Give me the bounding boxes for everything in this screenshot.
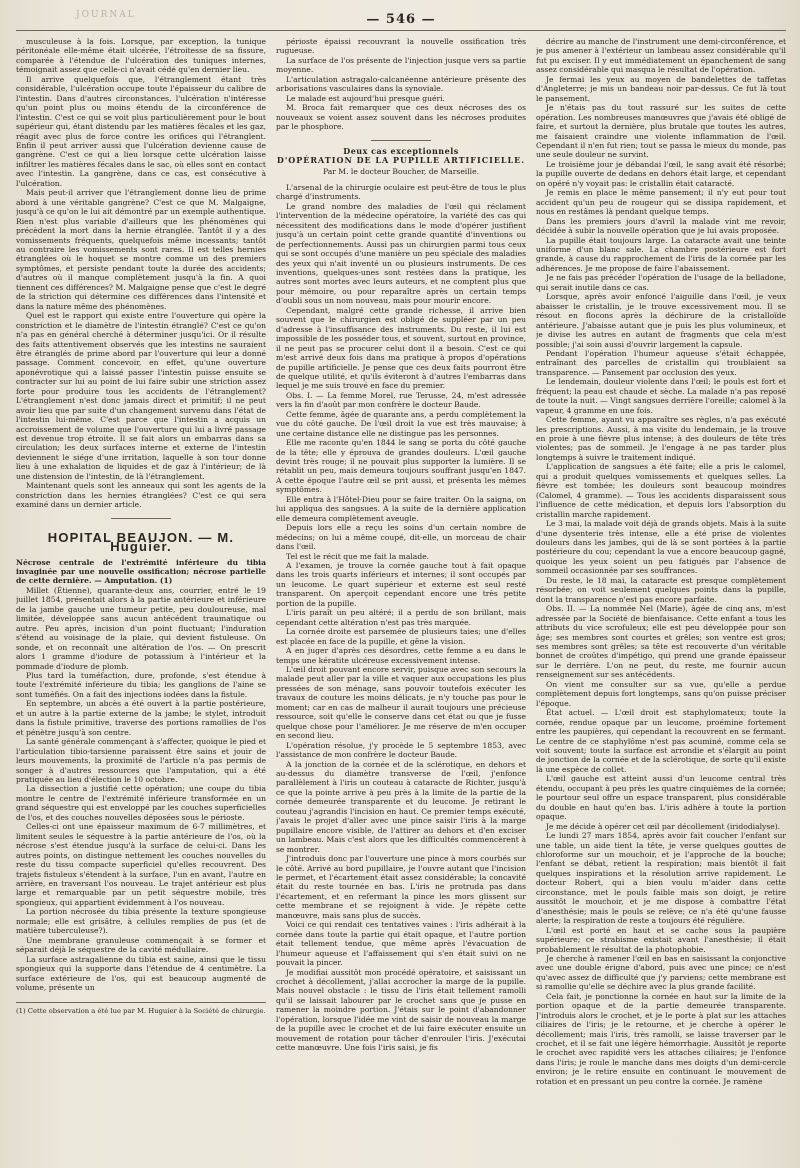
paragraph: Plus tard la tuméfaction, dure, profonde, s'est étendue à toute l'extrémité inférieure du tibia; les ganglions de l'aine se sont tuméfiés. On a fait des injections iodées dans la fistule. — [16, 671, 266, 699]
section-title: HOPITAL BEAUJON. — M. Huguier. — [47, 529, 235, 555]
paragraph: Cette femme, ayant vu apparaître ses règles, n'a pas exécuté les prescriptions. Aussi, à ma visite du lendemain, je la trouve en proie à une fièvre plus intense; à des douleurs de tête très violentes; pas de sommeil. Je l'engage à ne pas tarder plus longtemps à suivre le traitement indiqué. — [536, 415, 786, 462]
case-paragraphs — [16, 586, 266, 992]
masthead — [16, 8, 786, 31]
paragraph: Je cherche à ramener l'œil en bas en saisissant la conjonctive avec une double érigne d'abord, puis avec une pince; ce n'est qu'avec assez de difficulté que j'y parviens; cette membrane est si ramollie qu'elle se déchire avec la plus grande facilité. — [536, 953, 786, 992]
columns — [16, 37, 786, 1162]
paragraph: musculeuse à la fois. Lorsque, par exception, la tunique péritonéale elle-même était ulcérée, l'étroitesse de sa fissure, comparée à l'étendue de l'ulcération des tuniques internes, témoignait assez que celle-ci n'avait cédé qu'en dernier lieu. — [16, 37, 266, 75]
divider — [111, 518, 171, 519]
paragraph: L'articulation astragalo-calcanéenne antérieure présente des arborisations vasculaires dans la synoviale. — [276, 74, 526, 94]
paragraph: La cornée droite est parsemée de plusieurs taies; une d'elles est placée en face de la pupille, et gêne la vision. — [276, 627, 526, 646]
paragraph: Le troisième jour je débandai l'œil, le sang avait été résorbé; la pupille ouverte de dedans en dehors était large, et cependant on opéré n'y voyait pas: le cristallin était cataracté. — [536, 159, 786, 188]
column-2 — [276, 37, 526, 1162]
paragraph: Je ne fais pas précéder l'opération de l'usage de la belladone, qui serait inutile dans ce cas. — [536, 273, 786, 292]
paragraph: Je remis en place le même pansement; il n'y eut pour tout accident qu'un peu de rougeur qui se dissipa rapidement, et nous en restâmes là pendant quelque temps. — [536, 188, 786, 217]
paragraph: Tel est le récit que me fait la malade. — [286, 551, 430, 561]
paragraph: Le 3 mai, la malade voit déjà de grands objets. Mais à la suite d'une dysenterie très intense, elle a été prise de violentes douleurs dans les jambes, qui de là se sont portées à la partie postérieure du cou; cependant la vue a encore beaucoup gagné, quoique les yeux soient un peu fatigués par l'absence de sommeil occasionnée par ses souffrances. — [536, 519, 786, 576]
paragraph: Cela fait, je ponctionne la cornée en haut sur la limite de la portion opaque et de la partie demeurée transparente. J'introduis alors le crochet, et je le porte à plat sur les attaches ciliaires de l'iris; je le retourne, et je cherche à opérer le décollement; mais l'iris, très ramolli, se laisse traverser par le crochet, et il se fait une légère hémorrhagie. Aussitôt je reporte le crochet avec rapidité vers les attaches ciliaires; je l'enfonce dans l'iris; je roule le manche dans mes doigts d'un demi-cercle environ; je le retire ensuite en continuant le mouvement de rotation et en pressant un peu contre la cornée. Je ramène — [536, 991, 786, 1086]
paragraph: périoste épaissi recouvrant la nouvelle ossification très rugueuse. — [276, 37, 526, 56]
column-2-paragraphs — [276, 183, 526, 1053]
paragraph: L'opération résolue, j'y procède le 5 septembre 1853, avec l'assistance de mon confrère le docteur Baude. — [276, 740, 526, 760]
paragraph: Le grand nombre des maladies de l'œil qui réclament l'intervention de la médecine opératoire, la variété des cas qui nécessitent des modifications dans le mode d'opérer justifient jusqu'à un certain point cette grande quantité d'inventions ou de perfectionnements. Aussi pas un chirurgien parmi tous ceux qui se sont occupés d'une manière un peu spéciale des maladies des yeux qui n'ait inventé un ou plusieurs instruments. De ces inventions, quelques-unes sont restées dans la pratique, les autres sont mortes avec leurs auteurs, et ne comptent plus que pour mémoire, ou pour reparaître après un certain temps d'oubli sous un nom nouveau, mais pour mourir encore. — [276, 201, 526, 306]
paragraph: Celles-ci ont une épaisseur maximum de 6-7 millimètres, et limitent seules le séquestre à la partie antérieure de l'os, où la nécrose s'est étendue jusqu'à la surface de celui-ci. Dans les autres points, on distingue nettement les couches nouvelles du reste du tissu compacte superficiel qu'elles recouvrent. Des trajets fistuleux s'étendent à la surface, l'un en avant, l'autre en arrière, en traversant l'os nouveau. Le trajet antérieur est plus large et remarquable par un petit séquestre mobile, très spongieux, qui appartient évidemment à l'os nouveau. — [16, 822, 266, 907]
column-1 — [16, 37, 266, 1162]
divider — [371, 140, 431, 141]
case-title: Nécrose centrale de l'extrémité inférieure du tibia invaginée par une nouvelle ossification; nécrose partielle de cette dernière. — Amputation. (1) — [16, 557, 266, 586]
column-2-top-paragraphs — [276, 37, 526, 132]
paragraph: L'arsenal de la chirurgie oculaire est peut-être de tous le plus chargé d'instruments. — [276, 182, 526, 202]
paragraph: Je me décide à opérer cet œil par décollement (iridodialyse). — [546, 821, 781, 831]
paragraph: On vient me consulter sur sa vue, qu'elle a perdue complètement depuis fort longtemps, sans qu'on puisse préciser l'époque. — [536, 679, 786, 708]
paragraph: L'œil droit pouvant encore servir, puisque avec son secours la malade peut aller par la ville et vaquer aux occupations les plus pressées de son ménage, sans pouvoir toutefois exécuter les travaux de couture les moins délicats, je n'y touche pas pour le moment; car en cas de malheur il aurait toujours une précieuse ressource, soit qu'elle le conserve dans cet état ou que je fusse quelque chose pour l'améliorer. Je me réserve de m'en occuper en second lieu. — [276, 665, 526, 741]
paragraph: Obs. II. — La nommée Nel (Marie), âgée de cinq ans, m'est adressée par la Société de bienfaisance. Cette enfant a tous les attributs du vice scrofuleux; elle est peu développée pour son âge; ses membres sont courtes et grêles; son ventre est gros; ses membres sont grêles; sa tête est recouverte d'un véritable bonnet de croûtes d'impétigo, qui prend une grande épaisseur sur le derrière. L'on ne peut, du reste, me fournir aucun renseignement sur ses antécédents. — [536, 604, 786, 680]
paragraph: La pupille était toujours large. La cataracte avait une teinte uniforme d'un blanc sale. La chambre postérieure est fort grande, à cause du rapprochement de l'iris de la cornée par les adhérences. Je me propose de faire l'abaissement. — [536, 235, 786, 273]
paragraph: Le lundi 27 mars 1854, après avoir fait coucher l'enfant sur une table, un aide tient la tête, je verse quelques gouttes de chloroforme sur un mouchoir, et je l'approche de la bouche; l'enfant se débat, retient la respiration; mais bientôt il fait quelques inspirations et la résolution arrive rapidement. Le docteur Robert, qui a bien voulu m'aider dans cette circonstance, met le pouls faible mais son doigt, je retire aussitôt le mouchoir, et je me dispose à combattre l'état d'anesthésie; mais le pouls se relève; ce n'a été qu'une fausse alerte; la respiration de reste a toujours été régulière. — [536, 831, 786, 926]
paragraph: Cette femme, âgée de quarante ans, a perdu complètement la vue du côté gauche. De l'œil droit la vue est très mauvaise; à une certaine distance elle ne distingue pas les personnes. — [276, 409, 526, 438]
paragraph: Une membrane granuleuse commençait à se former et séparait déjà le séquestre de la cavité médullaire. — [16, 935, 266, 955]
paragraph: L'œil est porté en haut et se cache sous la paupière supérieure; ce strabisme existait avant l'anesthésie; il était probablement le résultat de la photophobie. — [536, 925, 786, 954]
paragraph: A la jonction de la cornée et de la sclérotique, en dehors et au-dessus du diamètre transverse de l'œil, j'enfonce parallèlement à l'iris un couteau à cataracte de Richter, jusqu'à ce que la pointe arrive à peu près à la limite de la partie de la cornée demeurée transparente et du leucome. Je retirant le couteau j'agrandis l'incision en haut. Ce premier temps exécuté, j'avais le projet d'aller avec une pince saisir l'iris à la marge pupillaire encore visible, de l'attirer au dehors et d'en exciser un lambeau. Mais c'est alors que les difficultés commencèrent à se montrer. — [276, 759, 526, 854]
paragraph: La dissection a justifié cette opération; une coupe du tibia montre le centre de l'extrémité inférieure transformée en un grand séquestre qui est enveloppé par les couches superficielles de l'os, et des couches nouvelles déposées sous le périoste. — [16, 784, 266, 822]
article-title-line-2: D'OPÉRATION DE LA PUPILLE ARTIFICIELLE. — [276, 154, 526, 165]
article-title-line-1: Deux cas exceptionnels — [343, 145, 459, 156]
paragraph: M. Broca fait remarquer que ces deux nécroses des os nouveaux se voient assez souvent dans les nécroses produites par le phosphore. — [276, 103, 526, 132]
paragraph: Mais peut-il arriver que l'étranglement donne lieu de prime abord à une véritable gangrène? C'est ce que M. Malgaigne, jusqu'à ce qu'on le lui ait démontré par un exemple authentique. Rien n'est plus variable d'ailleurs que les phénomènes qui précèdent la mort dans la hernie étranglée. Tantôt il y a des vomissements fréquents, quelquefois même incessants; tantôt au contraire les vomissements sont rares. Il est telles hernies étranglées où le hoquet se montre comme un des premiers symptômes, et persiste pendant toute la durée des accidents; d'autres où il manque complètement jusqu'à la fin. A quoi tiennent ces différences? M. Malgaigne pense que c'est le degré de la striction qui détermine ces différences dans l'intensité et dans la nature même des phénomènes. — [16, 188, 266, 311]
paragraph: Quel est le rapport qui existe entre l'ouverture qui opère la constriction et le diamètre de l'intestin étranglé? C'est ce qu'on n'a pas en général cherché à déterminer jusqu'ici. Or il résulte des faits attentivement observés que les intestins ne sauraient être étranglés de prime abord par l'ouverture qui leur a donné passage. Comment concevoir, en effet, qu'une ouverture aponévrotique qui a laissé passer l'intestin puisse ensuite se contracter sur lui au point de lui faire subir une striction assez forte pour produire tous les accidents de l'étranglement? L'étranglement n'est donc jamais direct et primitif; il ne peut avoir lieu que par suite d'un changement survenu dans l'état de l'intestin lui-même. C'est parce que l'intestin a acquis un accroissement de volume que l'ouverture qui lui a livré passage est devenue trop étroite. Il se fait alors un embarras dans sa circulation; les deux surfaces interne et externe de l'intestin deviennent le siége d'une irritation, laquelle à son tour donne lieu à une exhalation de liquides et de gaz à l'intérieur; de là une distension de l'intestin, de là l'étranglement. — [16, 311, 266, 481]
paragraph: Il arrive quelquefois que, l'étranglement étant très considérable, l'ulcération occupe toute l'épaisseur du calibre de l'intestin. Dans d'autres circonstances, l'ulcération n'intéresse qu'un point plus ou moins étendu de la circonférence de l'intestin. C'est ce qui se voit plus particulièrement pour le bout supérieur qui, étant distendu par les matières fécales et les gaz, réagit avec plus de force contre les orifices qui l'étranglent. Enfin il peut arriver aussi que l'ulcération devienne cause de gangrène. C'est ce qui a lieu lorsque cette ulcération laisse infiltrer les matières fécales dans le sac, où elles sont en contact avec l'intestin. La gangrène, dans ce cas, est consécutive à l'ulcération. — [16, 74, 266, 188]
paragraph: En septembre, un abcès a été ouvert à la partie postérieure, et un autre à la partie externe de la jambe; le stylet, introduit dans la fistule primitive, traverse des portions ramollies de l'os et pénètre jusqu'à son centre. — [16, 699, 266, 737]
paragraph: J'introduis donc par l'ouverture une pince à mors courbés sur le côté. Arrivé au bord pupillaire, je l'ouvre autant que l'incision le permet, et l'écartement était assez considérable; la concavité était du reste tournée en bas. L'iris ne protruda pas dans l'écartement, et en refermant la pince les mors glissent sur cette membrane et se rejoignent à vide. Je répète cette manœuvre, mais sans plus de succès. — [276, 854, 526, 920]
footnote: (1) Cette observation a été lue par M. Huguier à la Société de chirurgie. — [16, 1007, 266, 1016]
paragraph: Maintenant quels sont les anneaux qui sont les agents de la constriction dans les hernies étranglées? C'est ce qui sera examiné dans un dernier article. — [16, 481, 266, 510]
paragraph: Millet (Étienne), quarante-deux ans, courrier, entré le 19 juillet 1854, présentait alors à la partie antérieure et inférieure de la jambe gauche une tumeur petite, peu douloureuse, mal limitée, développée sans aucun antécédent traumatique ou autre. Peu après, incision d'un point fluctuant; l'induration s'étend au voisinage de la plaie, qui devient fistuleuse. On sonde, et on reconnaît une altération de l'os. — On prescrit alors 1 gramme d'iodure de potassium à l'intérieur et la pommade d'iodure de plomb. — [16, 585, 266, 671]
paragraph: A l'examen, je trouve la cornée gauche tout à fait opaque dans les trois quarts inférieurs et internes; il sont occupés par un leucome. Le quart supérieur et externe est seul resté transparent. On aperçoit cependant encore une très petite portion de la pupille. — [276, 561, 526, 608]
footnote-rule — [16, 1002, 266, 1003]
paragraph: L'application de sangsues a été faite; elle a pris le calomel, qui a produit quelques vomissements et quelques selles. La fièvre est tombée; les douleurs sont beaucoup moindres (Calomel, 4 gramme). — Tous les accidents disparaissent sous l'influence de cette médication, et depuis lors l'absorption du cristallin marche rapidement. — [536, 462, 786, 519]
paragraph: Depuis lors elle a reçu les soins d'un certain nombre de médecins; on lui a même coupé, dit-elle, un morceau de chair dans l'œil. — [276, 523, 526, 552]
paragraph: Pendant l'opération l'humeur aqueuse s'était échappée, entraînant des parcelles de cristallin qui troublaient sa transparence. — Pansement par occlusion des yeux. — [536, 348, 786, 377]
paragraph: L'iris paraît un peu altéré; il a perdu de son brillant, mais cependant cette altération n'est pas très marquée. — [276, 608, 526, 627]
paragraph: Elle entra à l'Hôtel-Dieu pour se faire traiter. On la saigna, on lui appliqua des sangsues. A la suite de la dernière application elle demeura complètement aveugle. — [276, 494, 526, 523]
paragraph: Voici ce qui rendait ces tentatives vaines : l'iris adhérait à la cornée dans toute la partie qui était opaque, et l'autre portion était tellement tendue, que même après l'évacuation de l'humeur aqueuse et l'affaissement qui s'en était suivi on ne pouvait la pincer. — [276, 920, 526, 968]
column-3-paragraphs — [536, 37, 786, 1086]
column-3 — [536, 37, 786, 1162]
paragraph: La santé générale commençant à s'affecter, quoique le pied et l'articulation tibio-tarsienne paraissent être sains et jouir de leurs mouvements, la proximité de l'article n'a pas permis de songer à d'autres ressources que l'amputation, qui a été pratiquée au lieu d'élection le 10 octobre. — [16, 737, 266, 784]
paragraph: Le malade est aujourd'hui presque guéri. — [286, 93, 445, 103]
paragraph: Dans les premiers jours d'avril la malade vint me revoir, décidée à subir la nouvelle opération que je lui avais proposée. — [536, 216, 786, 236]
paragraph: État actuel. — L'œil droit est staphylomateux; toute la cornée, rendue opaque par un leucome, proémine fortement entre les paupières, qui cependant la recouvrent en se fermant. Le centre de ce staphylôme n'est pas acuminé, comme cela se voit souvent; toute la surface est arrondie et s'élargit au point de jonction de la cornée et de la sclérotique, de sorte qu'il existe là une espèce de collet. — [536, 708, 786, 774]
paragraph: Lorsque, après avoir enfoncé l'aiguille dans l'œil, je veux abaisser le cristallin, je le trouve excessivement mou. Il se résout en flocons après la déchirure de la cristalloïde antérieure. J'abaisse autant que je puis les plus volumineux, et je divise les autres en autant de fragments que cela m'est possible; j'ai soin aussi d'ouvrir largement la capsule. — [536, 292, 786, 349]
article-title-block — [276, 147, 526, 177]
paragraph: La portion nécrosée du tibia présente la texture spongieuse normale; elle est grisâtre, à cellules remplies de pus (et de matière tuberculeuse?). — [16, 907, 266, 936]
column-1-paragraphs — [16, 37, 266, 510]
article-author: Par M. le docteur Boucher, de Marseille. — [322, 167, 480, 177]
paragraph: Je modifiai aussitôt mon procédé opératoire, et saisissant un crochet à décollement, j'allai accrocher la marge de la pupille. Mais nouvel obstacle : le tissu de l'iris était tellement ramolli qu'il se laissait labourer par le crochet sans que je pusse en ramener la moindre portion. J'étais sur le point d'abandonner l'opération, lorsque l'idée me vint de saisir de nouveau la marge de la pupille avec le crochet et de lui faire exécuter ensuite un mouvement de rotation pour tâcher d'enrouler l'iris. J'exécutai cette manœuvre. Une fois l'iris saisi, je fis — [276, 967, 526, 1053]
bleed-through-text: JOURNAL — [76, 10, 136, 20]
paragraph: Du reste, le 18 mai, la cataracte est presque complètement résorbée; on voit seulement quelques points dans la pupille, dont la transparence n'est pas encore parfaite. — [536, 575, 786, 604]
paragraph: Je fermai les yeux au moyen de bandelettes de taffetas d'Angleterre; je mis un bandeau noir par-dessus. Ce fut là tout le pansement. — [536, 74, 786, 103]
paragraph: Obs. I. — La femme Morel, rue Terusse, 24, m'est adressée vers la fin d'août par mon confrère le docteur Baude. — [276, 390, 526, 410]
paragraph: A en juger d'après ces désordres, cette femme a eu dans le temps une kératite ulcéreuse excessivement intense. — [276, 646, 526, 665]
paragraph: Elle me raconte qu'en 1844 le sang se porta du côté gauche de la tête; elle y éprouva de grandes douleurs. L'œil gauche devint très rouge; il ne pouvait plus supporter la lumière. Il se rétablit un peu, mais demeura toujours souffrant jusqu'en 1847. A cette époque l'autre œil se prit aussi, et présenta les mêmes symptômes. — [276, 438, 526, 495]
paragraph: L'œil gauche est atteint aussi d'un leucome central très étendu, occupant à peu près les quatre cinquièmes de la cornée; le pourtour seul offre un espace transparent, plus considérable du double en haut qu'en bas. L'iris adhère à toute la portion opaque. — [536, 774, 786, 822]
paragraph: Cependant, malgré cette grande richesse, il arrive bien souvent que le chirurgien est obligé de suppléer par un peu d'adresse à l'insuffisance des instruments. Du reste, il lui est impossible de les posséder tous, et souvent, surtout en province, il ne peut pas se procurer celui dont il a besoin. C'est ce qui m'est arrivé deux fois dans ma pratique à propos d'opérations de pupille artificielle. Je pense que ces deux faits pourront être de quelque utilité, et qu'ils éviteront à d'autres l'embarras dans lequel je me suis trouvé en face du premier. — [276, 305, 526, 391]
paragraph: Je n'étais pas du tout rassuré sur les suites de cette opération. Les nombreuses manœuvres que j'avais été obligé de faire, et surtout la dernière, plus brutale que toutes les autres, me faisaient craindre une violente inflammation de l'œil. Cependant il n'en fut rien; tout se passa le mieux du monde, pas une seule douleur ne survint. — [536, 103, 786, 160]
paragraph: La surface de l'os présente de l'injection jusque vers sa partie moyenne. — [276, 55, 526, 75]
page-number: — 546 — — [366, 12, 436, 27]
paragraph: décrire au manche de l'instrument une demi-circonférence, et je pus amener à l'extérieur un lambeau assez considérable qu'il fut pu exciser. Il y eut immédiatement un épanchement de sang assez considérable qui masqua le résultat de l'opération. — [536, 37, 786, 75]
paragraph: La surface astragalienne du tibia est saine, ainsi que le tissu spongieux qui la supporte dans l'étendue de 4 centimètre. La surface extérieure de l'os, qui est beaucoup augmenté de volume, présente un — [16, 954, 266, 992]
paragraph: Le lendemain, douleur violente dans l'œil; le pouls est fort et fréquent; la peau est chaude et sèche. La malade n'a pas reposé de toute la nuit. — Vingt sangsues derrière l'oreille; calomel à la vapeur, 4 gramme en une fois. — [536, 377, 786, 415]
